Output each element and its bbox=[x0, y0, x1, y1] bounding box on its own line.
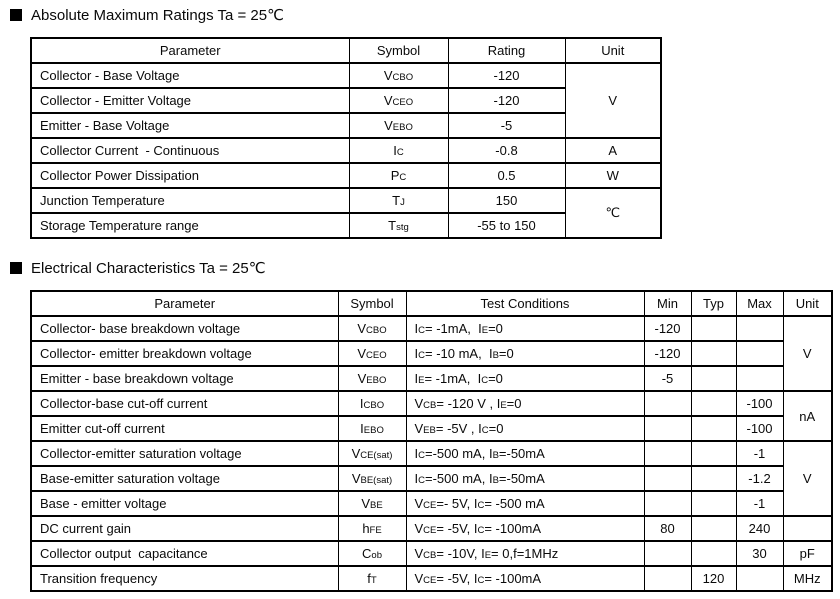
rating-cell: 0.5 bbox=[448, 163, 565, 188]
symbol-cell: IEBO bbox=[338, 416, 406, 441]
min-cell bbox=[644, 491, 691, 516]
section-title-text: Electrical Characteristics Ta = 25℃ bbox=[31, 260, 266, 277]
max-cell: -1.2 bbox=[736, 466, 783, 491]
param-cell: Collector-base cut-off current bbox=[31, 391, 338, 416]
param-cell: Transition frequency bbox=[31, 566, 338, 591]
min-cell: -120 bbox=[644, 341, 691, 366]
typ-cell: 120 bbox=[691, 566, 736, 591]
max-cell: 240 bbox=[736, 516, 783, 541]
symbol-cell: IC bbox=[349, 138, 448, 163]
max-cell: -1 bbox=[736, 491, 783, 516]
unit-cell: V bbox=[565, 63, 661, 138]
symbol-cell: Tstg bbox=[349, 213, 448, 238]
conditions-cell: VCE= -5V, IC= -100mA bbox=[406, 566, 644, 591]
max-cell bbox=[736, 316, 783, 341]
section-title-electrical-characteristics bbox=[10, 259, 266, 277]
unit-cell: pF bbox=[783, 541, 832, 566]
table-row bbox=[31, 516, 832, 541]
table-row bbox=[31, 188, 661, 213]
param-cell: Collector - Base Voltage bbox=[31, 63, 349, 88]
header-min: Min bbox=[644, 291, 691, 316]
max-cell bbox=[736, 341, 783, 366]
section-bullet-icon bbox=[10, 262, 22, 274]
typ-cell bbox=[691, 441, 736, 466]
symbol-cell: VBE bbox=[338, 491, 406, 516]
min-cell: 80 bbox=[644, 516, 691, 541]
symbol-cell: hFE bbox=[338, 516, 406, 541]
table-row bbox=[31, 138, 661, 163]
table-row bbox=[31, 466, 832, 491]
min-cell bbox=[644, 391, 691, 416]
param-cell: Base-emitter saturation voltage bbox=[31, 466, 338, 491]
rating-cell: 150 bbox=[448, 188, 565, 213]
param-cell: Storage Temperature range bbox=[31, 213, 349, 238]
section-title-text: Absolute Maximum Ratings Ta = 25℃ bbox=[31, 7, 284, 24]
symbol-cell: PC bbox=[349, 163, 448, 188]
max-cell: -100 bbox=[736, 391, 783, 416]
header-max: Max bbox=[736, 291, 783, 316]
header-unit: Unit bbox=[783, 291, 832, 316]
unit-cell: V bbox=[783, 316, 832, 391]
typ-cell bbox=[691, 391, 736, 416]
min-cell: -5 bbox=[644, 366, 691, 391]
typ-cell bbox=[691, 416, 736, 441]
table-row bbox=[31, 163, 661, 188]
min-cell bbox=[644, 541, 691, 566]
param-cell: Collector Current - Continuous bbox=[31, 138, 349, 163]
header-parameter: Parameter bbox=[31, 38, 349, 63]
max-cell: -1 bbox=[736, 441, 783, 466]
symbol-cell: TJ bbox=[349, 188, 448, 213]
param-cell: Emitter - base breakdown voltage bbox=[31, 366, 338, 391]
header-row bbox=[31, 291, 832, 316]
symbol-cell: VCBO bbox=[338, 316, 406, 341]
unit-cell: nA bbox=[783, 391, 832, 441]
param-cell: Collector Power Dissipation bbox=[31, 163, 349, 188]
symbol-cell: VCE(sat) bbox=[338, 441, 406, 466]
table-row bbox=[31, 491, 832, 516]
conditions-cell: IC= -10 mA, IB=0 bbox=[406, 341, 644, 366]
table-row bbox=[31, 566, 832, 591]
param-cell: Collector- emitter breakdown voltage bbox=[31, 341, 338, 366]
min-cell bbox=[644, 416, 691, 441]
rating-cell: -120 bbox=[448, 63, 565, 88]
symbol-cell: VEBO bbox=[338, 366, 406, 391]
param-cell: DC current gain bbox=[31, 516, 338, 541]
symbol-cell: VCEO bbox=[338, 341, 406, 366]
rating-cell: -55 to 150 bbox=[448, 213, 565, 238]
symbol-cell: VCEO bbox=[349, 88, 448, 113]
table-row bbox=[31, 441, 832, 466]
table-row bbox=[31, 63, 661, 88]
rating-cell: -0.8 bbox=[448, 138, 565, 163]
header-test-conditions: Test Conditions bbox=[406, 291, 644, 316]
table-row bbox=[31, 316, 832, 341]
param-cell: Emitter - Base Voltage bbox=[31, 113, 349, 138]
header-symbol: Symbol bbox=[338, 291, 406, 316]
section-bullet-icon bbox=[10, 9, 22, 21]
table-row bbox=[31, 391, 832, 416]
param-cell: Base - emitter voltage bbox=[31, 491, 338, 516]
typ-cell bbox=[691, 516, 736, 541]
conditions-cell: VEB= -5V , IC=0 bbox=[406, 416, 644, 441]
unit-cell: W bbox=[565, 163, 661, 188]
header-symbol: Symbol bbox=[349, 38, 448, 63]
table-row bbox=[31, 341, 832, 366]
rating-cell: -120 bbox=[448, 88, 565, 113]
max-cell: -100 bbox=[736, 416, 783, 441]
typ-cell bbox=[691, 466, 736, 491]
max-cell bbox=[736, 366, 783, 391]
symbol-cell: VBE(sat) bbox=[338, 466, 406, 491]
table-row bbox=[31, 416, 832, 441]
table-row bbox=[31, 541, 832, 566]
unit-cell bbox=[783, 516, 832, 541]
typ-cell bbox=[691, 316, 736, 341]
param-cell: Collector- base breakdown voltage bbox=[31, 316, 338, 341]
typ-cell bbox=[691, 341, 736, 366]
rating-cell: -5 bbox=[448, 113, 565, 138]
unit-cell: A bbox=[565, 138, 661, 163]
conditions-cell: VCE=- 5V, IC= -500 mA bbox=[406, 491, 644, 516]
typ-cell bbox=[691, 541, 736, 566]
param-cell: Collector output capacitance bbox=[31, 541, 338, 566]
header-rating: Rating bbox=[448, 38, 565, 63]
conditions-cell: IC=-500 mA, IB=-50mA bbox=[406, 466, 644, 491]
header-typ: Typ bbox=[691, 291, 736, 316]
min-cell bbox=[644, 441, 691, 466]
param-cell: Junction Temperature bbox=[31, 188, 349, 213]
unit-cell: MHz bbox=[783, 566, 832, 591]
typ-cell bbox=[691, 366, 736, 391]
conditions-cell: IC= -1mA, IE=0 bbox=[406, 316, 644, 341]
electrical-characteristics-table bbox=[30, 290, 833, 592]
absolute-maximum-ratings-table bbox=[30, 37, 662, 239]
conditions-cell: VCB= -10V, IE= 0,f=1MHz bbox=[406, 541, 644, 566]
typ-cell bbox=[691, 491, 736, 516]
conditions-cell: VCE= -5V, IC= -100mA bbox=[406, 516, 644, 541]
unit-cell: ℃ bbox=[565, 188, 661, 238]
min-cell bbox=[644, 466, 691, 491]
symbol-cell: fT bbox=[338, 566, 406, 591]
unit-cell: V bbox=[783, 441, 832, 516]
section-title-absolute-maximum-ratings bbox=[10, 6, 284, 24]
max-cell bbox=[736, 566, 783, 591]
symbol-cell: Cob bbox=[338, 541, 406, 566]
param-cell: Collector-emitter saturation voltage bbox=[31, 441, 338, 466]
min-cell bbox=[644, 566, 691, 591]
conditions-cell: IC=-500 mA, IB=-50mA bbox=[406, 441, 644, 466]
param-cell: Collector - Emitter Voltage bbox=[31, 88, 349, 113]
conditions-cell: VCB= -120 V , IE=0 bbox=[406, 391, 644, 416]
conditions-cell: IE= -1mA, IC=0 bbox=[406, 366, 644, 391]
symbol-cell: VEBO bbox=[349, 113, 448, 138]
table-row bbox=[31, 366, 832, 391]
symbol-cell: ICBO bbox=[338, 391, 406, 416]
param-cell: Emitter cut-off current bbox=[31, 416, 338, 441]
header-row bbox=[31, 38, 661, 63]
header-unit: Unit bbox=[565, 38, 661, 63]
max-cell: 30 bbox=[736, 541, 783, 566]
min-cell: -120 bbox=[644, 316, 691, 341]
symbol-cell: VCBO bbox=[349, 63, 448, 88]
header-parameter: Parameter bbox=[31, 291, 338, 316]
